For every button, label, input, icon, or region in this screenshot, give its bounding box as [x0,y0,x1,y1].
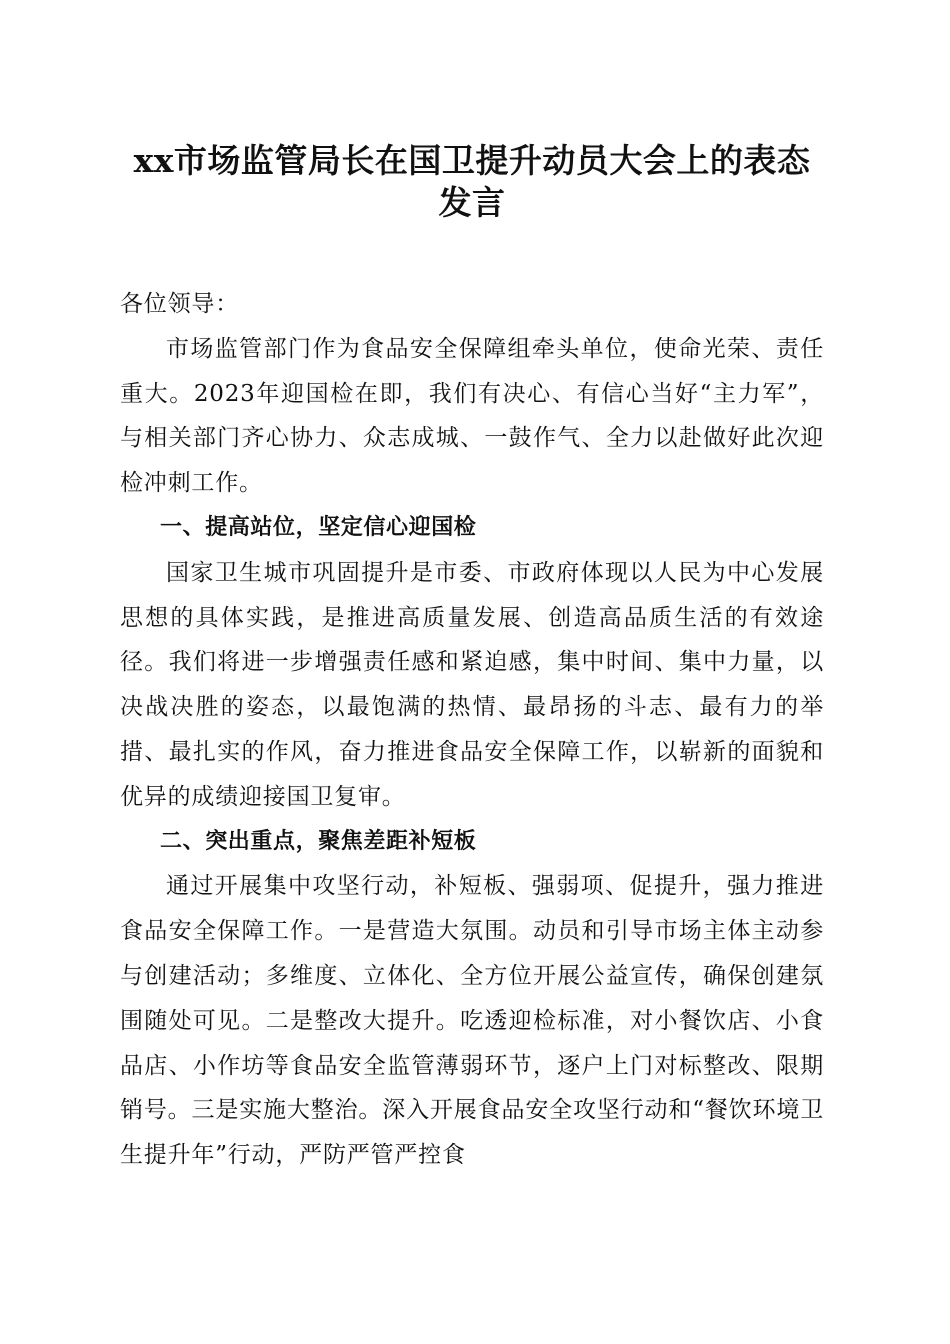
salutation: 各位领导： [120,291,239,317]
document-page [120,140,824,1178]
document-body [120,282,824,1178]
section-paragraph-1: 国家卫生城市巩固提升是市委、市政府体现以人民为中心发展思想的具体实践，是推进高质量发展、创造高品质生活的有效途径。我们将进一步增强责任感和紧迫感，集中时间、集中力量，以决战决胜的姿态，以最饱满的热情、最昂扬的斗志、最有力的举措、最扎实的作风，奋力推进食品安全保障工作，以崭新的面貌和优异的成绩迎接国卫复审。 [120,559,824,810]
section-paragraph-2: 通过开展集中攻坚行动，补短板、强弱项、促提升，强力推进食品安全保障工作。一是营造大氛围。动员和引导市场主体主动参与创建活动；多维度、立体化、全方位开展公益宣传，确保创建氛围随处可见。二是整改大提升。吃透迎检标准，对小餐饮店、小食品店、小作坊等食品安全监管薄弱环节，逐户上门对标整改、限期销号。三是实施大整治。深入开展食品安全攻坚行动和“餐饮环境卫生提升年”行动，严防严管严控食 [120,873,824,1169]
section-heading-2: 二、突出重点，聚焦差距补短板 [160,828,477,854]
section-heading-1: 一、提高站位，坚定信心迎国检 [160,514,477,540]
intro-paragraph: 市场监管部门作为食品安全保障组牵头单位，使命光荣、责任重大。2023年迎国检在即，我们有决心、有信心当好“主力军”，与相关部门齐心协力、众志成城、一鼓作气、全力以赴做好此次迎检冲刺工作。 [120,335,824,497]
document-title: xx市场监管局长在国卫提升动员大会上的表态发言 [133,141,811,222]
